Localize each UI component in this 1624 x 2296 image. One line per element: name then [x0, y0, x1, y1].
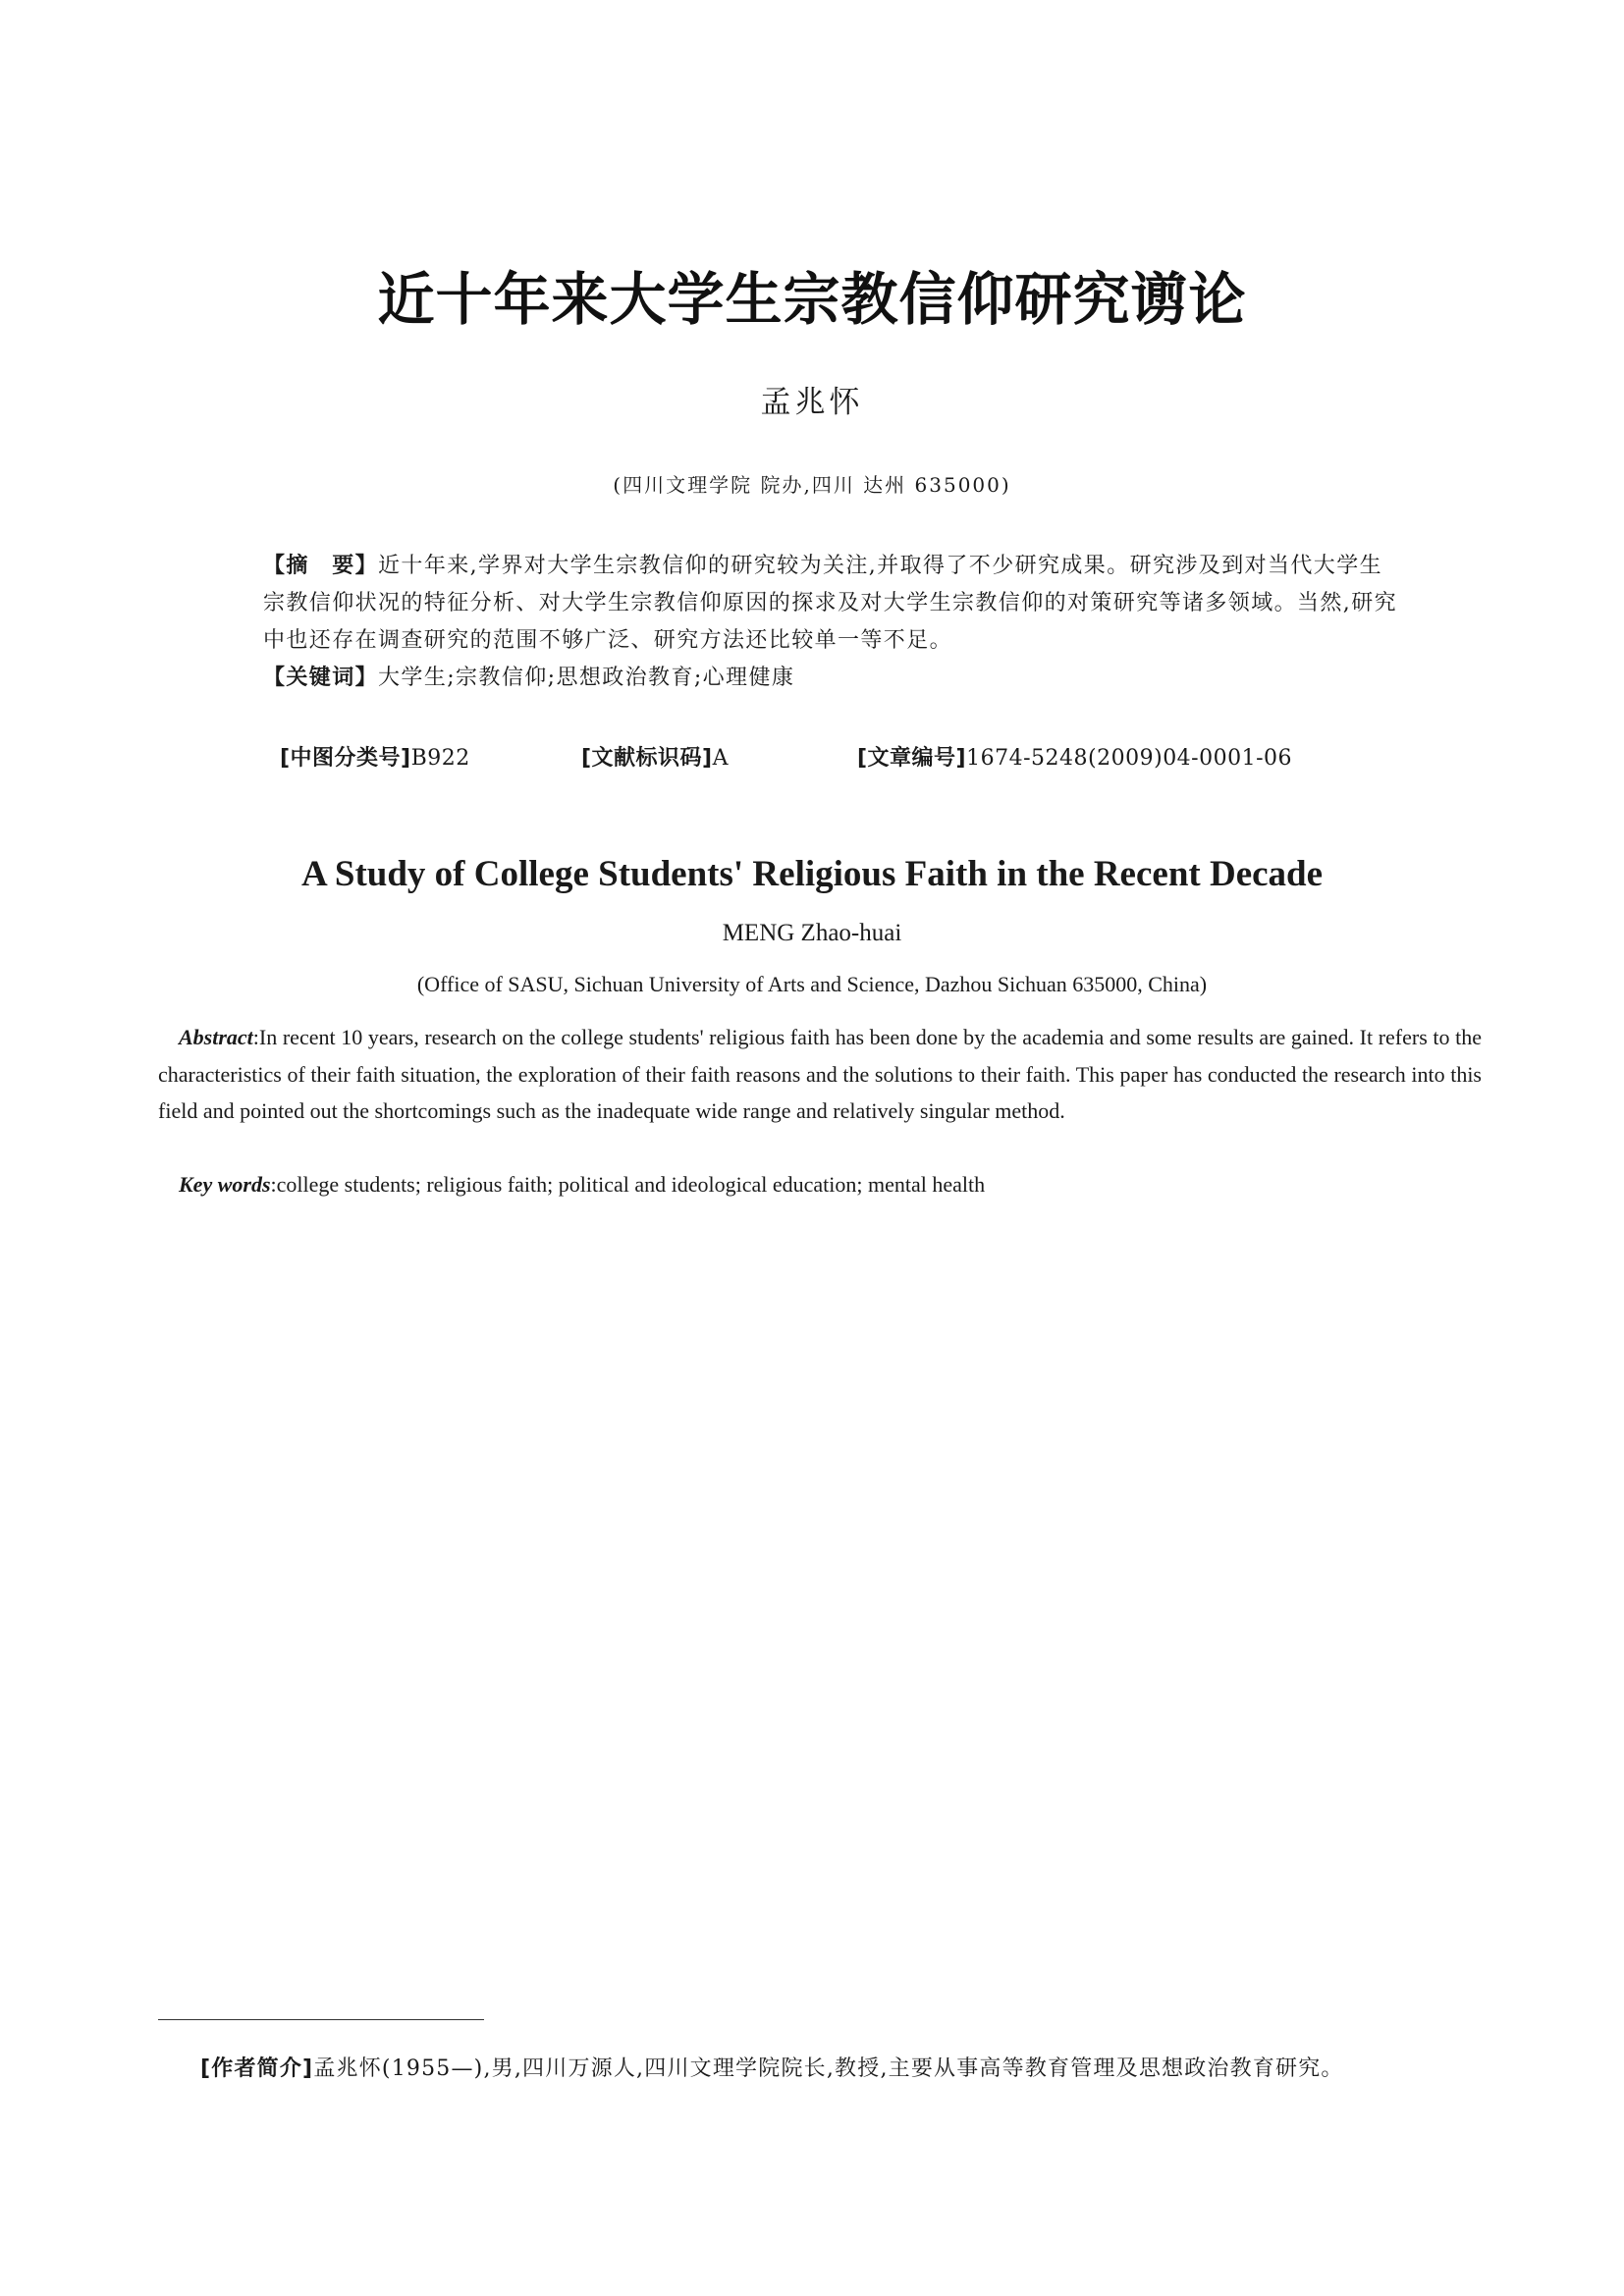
article-number — [857, 741, 1292, 772]
abstract-cn — [263, 548, 1402, 660]
clc-value: B922 — [410, 746, 470, 771]
paper-title-cn: 近十年来大学生宗教信仰研究谫论 — [377, 266, 1247, 333]
keywords-cn — [263, 660, 1402, 697]
affiliation-en: (Office of SASU, Sichuan University of Arts and Science, Dazhou Sichuan 635000, China) — [416, 972, 1208, 996]
keywords-en-text: :college students; religious faith; political and ideological education; mental health — [270, 1172, 986, 1197]
clc-number — [280, 741, 470, 772]
keywords-cn-label: 【关键词】 — [263, 666, 379, 690]
paper-title-en: A Study of College Students' Religious Faith in the Recent Decade — [300, 854, 1324, 894]
affiliation-cn: (四川文理学院 院办,四川 达州 635000) — [613, 473, 1011, 497]
abstract-en-text: :In recent 10 years, research on the college students' religious faith has been done by the academia and some results are gained. It refers to the characteristics of their faith situation, the exploration of their faith reasons and the solutions to their faith. This paper has conducted the research into this field and pointed out the shortcomings such as the inadequate wide range and relatively singular method. — [158, 1025, 1482, 1123]
article-number-label: [文章编号] — [857, 746, 967, 771]
footnote-divider — [158, 2019, 484, 2020]
document-code — [581, 741, 729, 772]
article-number-value: 1674-5248(2009)04-0001-06 — [966, 746, 1293, 771]
footnote-label: [作者简介] — [200, 2056, 314, 2081]
footnote-text: 孟兆怀(1955—),男,四川万源人,四川文理学院院长,教授,主要从事高等教育管理及思想政治教育研究。 — [313, 2056, 1344, 2081]
author-name-en: MENG Zhao-huai — [722, 920, 902, 946]
abstract-cn-label: 【摘 要】 — [263, 554, 379, 578]
doc-code-label: [文献标识码] — [581, 746, 713, 771]
author-bio-footnote — [200, 2052, 1477, 2082]
keywords-en — [179, 1166, 1485, 1203]
keywords-cn-text: 大学生;宗教信仰;思想政治教育;心理健康 — [378, 666, 795, 690]
author-name-cn: 孟兆怀 — [760, 385, 864, 420]
abstract-en-label: Abstract — [179, 1025, 253, 1049]
abstract-cn-text: 近十年来,学界对大学生宗教信仰的研究较为关注,并取得了不少研究成果。研究涉及到对当代大学生宗教信仰状况的特征分析、对大学生宗教信仰原因的探求及对大学生宗教信仰的对策研究等诸多领域。当然,研究中也还存在调查研究的范围不够广泛、研究方法还比较单一等不足。 — [263, 554, 1397, 653]
clc-label: [中图分类号] — [280, 746, 411, 771]
abstract-en — [158, 1019, 1482, 1130]
doc-code-value: A — [712, 746, 730, 771]
keywords-en-label: Key words — [179, 1172, 271, 1197]
